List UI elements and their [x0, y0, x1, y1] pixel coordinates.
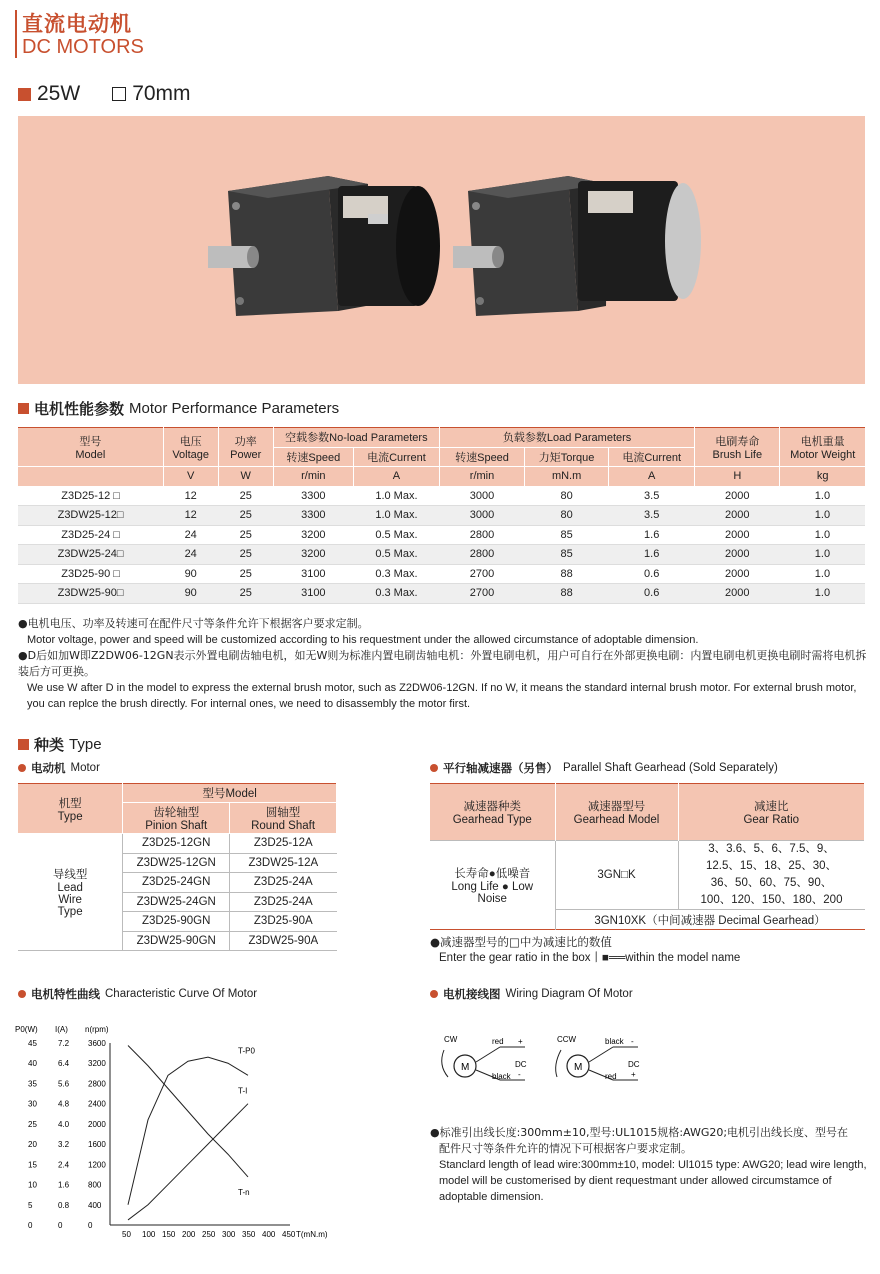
tick-label: 4.8 — [58, 1099, 70, 1109]
svg-text:+: + — [631, 1070, 636, 1079]
tick-label: 4.0 — [58, 1119, 70, 1129]
table-row: Z3DW25-24□ 24 25 3200 0.5 Max. 2800 85 1.6 2000 1.0 — [18, 545, 865, 565]
note-1-en: Motor voltage, power and speed will be customized according to his requestment under the allowed circumstance of adoptable dimension. — [27, 634, 699, 646]
bullet-dot-icon — [430, 990, 438, 998]
tick-label: 2400 — [88, 1099, 106, 1109]
table-row: Z3D25-90GN Z3D25-90A — [18, 912, 337, 932]
tick-label: 6.4 — [58, 1059, 70, 1069]
note-2-en: We use W after D in the model to express the external brush motor, such as Z2DW06-12GN. If no W, it means the standard internal brush motor. For external brush motor, you can replce the brush directly. For internal ones, we need to disassembly the motor first. — [27, 682, 857, 710]
decimal-gearhead: 3GN10XK（中间减速器 Decimal Gearhead） — [555, 910, 865, 930]
motor-illustration — [18, 116, 865, 384]
tick-label: 0 — [88, 1221, 93, 1230]
tick-label: 2000 — [88, 1119, 106, 1129]
page-title-cn: 直流电动机 — [22, 12, 132, 36]
series-line-t-n — [128, 1046, 248, 1177]
motor-left — [208, 176, 440, 316]
x-tick-label: 50 — [122, 1230, 131, 1239]
tick-label: 1600 — [88, 1140, 106, 1150]
axis-header: P0(W) — [15, 1025, 38, 1034]
gearhead-model: 3GN□K — [555, 841, 678, 910]
tick-label: 5 — [28, 1200, 33, 1210]
series-line-t-p0 — [128, 1057, 248, 1205]
note-1-cn: ●电机电压、功率及转速可在配件尺寸等条件允许下根据客户要求定制。 — [18, 617, 369, 630]
table-row: Z3D25-24 □ 24 25 3200 0.5 Max. 2800 85 1.6 2000 1.0 — [18, 525, 865, 545]
axis-header: n(rpm) — [85, 1025, 109, 1034]
frame-size: 70mm — [132, 82, 191, 105]
motor-right — [453, 176, 701, 316]
bullet-dot-icon — [18, 764, 26, 772]
tick-label: 2800 — [88, 1079, 106, 1089]
tick-label: 1200 — [88, 1160, 106, 1170]
x-tick-label: 100 — [142, 1230, 156, 1239]
performance-notes — [18, 616, 868, 712]
series-line-t-i — [128, 1104, 248, 1220]
series-label: T-I — [238, 1086, 248, 1096]
svg-text:M: M — [574, 1062, 583, 1073]
tick-label: 40 — [28, 1059, 37, 1069]
page-title-en: DC MOTORS — [22, 36, 144, 58]
perf-section-title: 电机性能参数 Motor Performance Parameters — [18, 398, 339, 419]
tick-label: 0 — [58, 1221, 63, 1230]
gearhead-table: 减速器种类 Gearhead Type 减速器型号 Gearhead Model 减速比 Gear Ratio 长寿命●低噪音 Long Life ● Low Noise 3GN□K 3、3.6、5、6、7.5、9、 12.5、15、18、25、30、 36、50、60、75、90、 100、120、150、180、200 3GN10XK（中间减速器 Decimal Gearhead） — [430, 783, 865, 930]
table-row: Z3DW25-90GN Z3DW25-90A — [18, 931, 337, 951]
tick-label: 2.4 — [58, 1160, 70, 1170]
svg-text:CW: CW — [444, 1035, 458, 1044]
x-tick-label: 150 — [162, 1230, 176, 1239]
performance-table: 型号 Model 电压 Voltage 功率 Power 空载参数No-load Parameters 负载参数Load Parameters 电刷寿命 Brush Life 电机重量 Motor Weight 转速Speed 电流Current 转速Speed 力矩Torque 电流Current V W r/min A r/min mN.m A H kg Z3D25-12 □ 12 25 3300 1.0 Max. 3000 80 3.5 2000 1.0 Z3DW25-12□ 12 25 3300 1.0 Max. 3000 80 3.5 2000 1.0 Z3D25-24 □ 24 25 3200 0.5 Max. 2800 85 1.6 2000 1.0 Z3DW25-24□ 24 25 3200 0.5 Max. 2800 85 1.6 2000 1.0 Z3D25-90 □ 90 25 3100 0.3 Max. 2700 88 0.6 2000 1.0 Z3DW25-90□ 90 25 3100 0.3 Max. 2700 88 0.6 2000 1.0 — [18, 427, 865, 604]
x-tick-label: 400 — [262, 1230, 276, 1239]
note-2-cn: ●D后如加W即Z2DW06-12GN表示外置电刷齿轴电机，如无W则为标准内置电刷齿轴电机：外置电刷电机，用户可自行在外部更换电刷：内置电刷电机更换电刷时需将电机拆装后方可更换。 — [18, 649, 867, 678]
gear-note: ●减速器型号的□中为减速比的数值 Enter the gear ratio in the box丨■══within the model name — [430, 935, 741, 964]
square-frame-icon — [112, 87, 126, 101]
svg-text:red: red — [605, 1072, 617, 1081]
wiring-ccw — [556, 1035, 640, 1081]
axis-header: I(A) — [55, 1025, 68, 1034]
x-tick-label: 300 — [222, 1230, 236, 1239]
tick-label: 0 — [28, 1221, 33, 1230]
bullet-dot-icon — [430, 764, 438, 772]
table-row: Z3DW25-12GN Z3DW25-12A — [18, 853, 337, 873]
table-row: Z3D25-24GN Z3D25-24A — [18, 873, 337, 893]
product-photo — [18, 116, 865, 384]
lead-wire-type-cell: 导线型 Lead Wire Type — [18, 834, 123, 951]
x-tick-label: 450 — [282, 1230, 296, 1239]
svg-text:DC: DC — [628, 1060, 640, 1069]
wiring-subtitle: 电机接线图 Wiring Diagram Of Motor — [430, 986, 633, 1002]
wire-note: ●标准引出线长度:300mm±10,型号:UL1015规格:AWG20;电机引出线长度、型号在 配件尺寸等条件允许的情况下可根据客户要求定制。 Stanclard length of lead wire:300mm±10, model: Ul1015 type: AWG20; lead wire length, model will be customerised by dient requestmant under allowed circumstamce of adoptable dimension. — [430, 1126, 867, 1203]
red-square-icon — [18, 403, 29, 414]
series-label: T-P0 — [238, 1046, 255, 1056]
table-row: 导线型 Lead Wire Type Z3D25-12GN Z3D25-12A — [18, 834, 337, 854]
red-square-icon — [18, 739, 29, 750]
table-row: Z3D25-90 □ 90 25 3100 0.3 Max. 2700 88 0.6 2000 1.0 — [18, 564, 865, 584]
tick-label: 30 — [28, 1099, 37, 1109]
series-label: T-n — [238, 1187, 250, 1197]
tick-label: 35 — [28, 1079, 37, 1089]
wiring-diagram — [430, 1030, 670, 1090]
tick-label: 45 — [28, 1039, 37, 1048]
table-row: Z3DW25-24GN Z3D25-24A — [18, 892, 337, 912]
tick-label: 1.6 — [58, 1180, 70, 1190]
table-row: Z3DW25-12□ 12 25 3300 1.0 Max. 3000 80 3.5 2000 1.0 — [18, 506, 865, 526]
tick-label: 3.2 — [58, 1140, 70, 1150]
tick-label: 25 — [28, 1119, 37, 1129]
x-tick-label: 350 — [242, 1230, 256, 1239]
svg-text:M: M — [461, 1062, 470, 1073]
svg-text:red: red — [492, 1037, 504, 1046]
motor-type-table: 机型 Type 型号Model 齿轮轴型 Pinion Shaft 圆轴型 Round Shaft 导线型 Lead Wire Type Z3D25-12GN Z3D25-12A Z3DW25-12GN Z3DW25-12A Z3D25-24GN Z3D25-24A Z3DW25-24GN Z3D25-24A Z3D25-90GN Z3D25-90A Z3DW25-90GN Z3DW25-90A — [18, 783, 337, 951]
svg-text:+: + — [518, 1037, 523, 1046]
x-axis-label: T(mN.m) — [296, 1230, 328, 1239]
svg-text:DC: DC — [515, 1060, 527, 1069]
tick-label: 3600 — [88, 1039, 106, 1048]
svg-text:black: black — [605, 1037, 624, 1046]
x-tick-label: 250 — [202, 1230, 216, 1239]
svg-text:-: - — [518, 1070, 521, 1079]
tick-label: 0.8 — [58, 1200, 70, 1210]
gearhead-subtitle: 平行轴减速器（另售） Parallel Shaft Gearhead (Sold Separately) — [430, 760, 778, 776]
table-row: Z3DW25-90□ 90 25 3100 0.3 Max. 2700 88 0.6 2000 1.0 — [18, 584, 865, 604]
tick-label: 3200 — [88, 1059, 106, 1069]
svg-text:-: - — [631, 1037, 634, 1046]
power-rating: 25W — [37, 82, 81, 105]
red-square-icon — [18, 88, 31, 101]
tick-label: 5.6 — [58, 1079, 70, 1089]
tick-label: 800 — [88, 1180, 102, 1190]
wiring-cw — [442, 1035, 527, 1081]
svg-text:CCW: CCW — [557, 1035, 577, 1044]
svg-text:black: black — [492, 1072, 511, 1081]
characteristic-chart — [10, 1018, 340, 1243]
header-accent-bar — [15, 10, 17, 58]
tick-label: 400 — [88, 1200, 102, 1210]
tick-label: 20 — [28, 1140, 37, 1150]
table-row: Z3D25-12 □ 12 25 3300 1.0 Max. 3000 80 3.5 2000 1.0 — [18, 486, 865, 506]
x-tick-label: 200 — [182, 1230, 196, 1239]
bullet-dot-icon — [18, 990, 26, 998]
tick-label: 10 — [28, 1180, 37, 1190]
tick-label: 15 — [28, 1160, 37, 1170]
motor-subtitle: 电动机 Motor — [18, 760, 100, 776]
spec-line — [18, 82, 191, 106]
type-section-title: 种类 Type — [18, 734, 102, 755]
curve-subtitle: 电机特性曲线 Characteristic Curve Of Motor — [18, 986, 257, 1002]
tick-label: 7.2 — [58, 1039, 70, 1048]
